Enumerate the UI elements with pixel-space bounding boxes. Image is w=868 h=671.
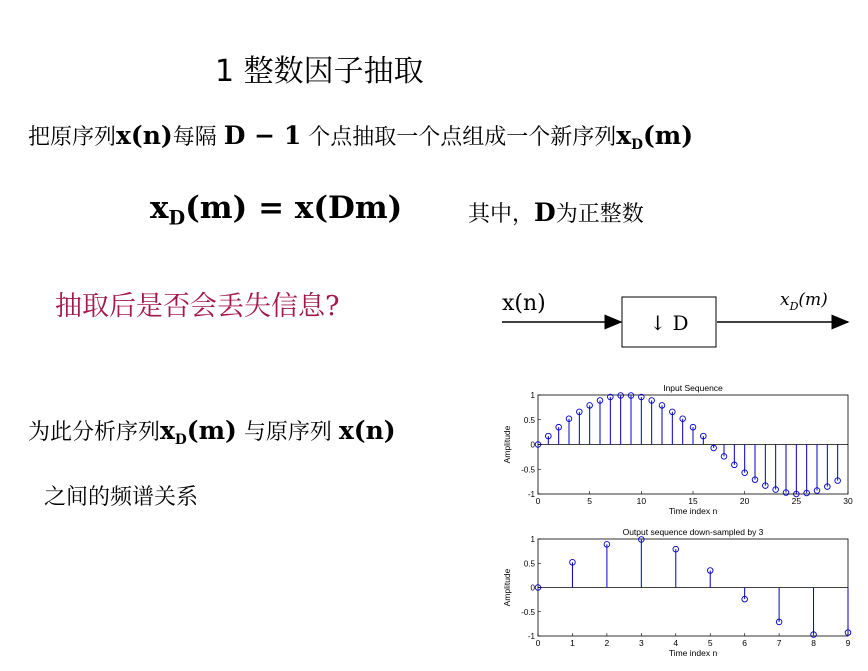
spectrum-line: 之间的频谱关系 (44, 485, 199, 510)
x-d: x (616, 121, 632, 150)
x-tick-label: 3 (638, 638, 644, 648)
definition-line (28, 120, 693, 153)
note-pre: 其中， (468, 202, 535, 227)
x-axis-label: Time index n (668, 648, 718, 658)
x-d-arg: (m) (642, 121, 694, 150)
text-mid: 与原序列 (236, 420, 339, 445)
block-output-label (780, 290, 828, 313)
equation-note (468, 197, 644, 228)
y-tick-label: 0 (530, 583, 535, 593)
x-d: x (160, 416, 175, 445)
out-arg: (m) (798, 290, 828, 310)
downsampler-label: ↓ D (649, 311, 689, 335)
eq-rhs: = x(Dm) (247, 190, 403, 226)
text-pre: 把原序列 (28, 125, 117, 150)
y-tick-label: 1 (530, 391, 535, 400)
y-tick-label: -1 (527, 490, 535, 499)
x-tick-label: 15 (688, 496, 698, 506)
y-tick-label: -0.5 (521, 607, 535, 617)
y-tick-label: -0.5 (521, 465, 535, 475)
x-tick-label: 5 (587, 496, 593, 506)
text-mid2: 个点抽取一个点组成一个新序列 (301, 125, 617, 150)
x-tick-label: 7 (776, 638, 782, 648)
x-tick-label: 9 (845, 638, 851, 648)
x-d-subscript: D (174, 431, 187, 448)
x-tick-label: 30 (843, 496, 853, 506)
note-d: D (534, 198, 556, 227)
y-tick-label: 1 (530, 535, 535, 544)
text-mid1: 每隔 (172, 125, 217, 150)
x-tick-label: 10 (636, 496, 647, 506)
eq-subscript: D (168, 206, 186, 230)
x-d-subscript: D (631, 136, 643, 153)
input-sequence-chart (500, 375, 860, 523)
text-pre: 为此分析序列 (28, 420, 161, 445)
chart-title: Input Sequence (663, 383, 723, 393)
x-tick-label: 0 (535, 638, 541, 648)
question-text: 抽取后是否会丢失信息? (55, 291, 340, 322)
x-tick-label: 8 (811, 638, 816, 648)
x-axis-label: Time index n (668, 506, 718, 516)
y-axis-label: Amplitude (502, 568, 512, 607)
x-n: x(n) (338, 416, 396, 445)
eq-lhs: x (150, 190, 169, 226)
x-tick-label: 6 (742, 638, 748, 648)
note-post: 为正整数 (555, 202, 644, 227)
x-tick-label: 2 (604, 638, 610, 648)
out-sub: D (789, 300, 799, 313)
x-n: x(n) (116, 121, 173, 150)
x-d-arg: (m) (186, 416, 237, 445)
x-tick-label: 20 (739, 496, 750, 506)
block-diagram (490, 280, 860, 355)
chart-title: Output sequence down-sampled by 3 (622, 527, 764, 537)
block-input-label: x(n) (502, 291, 546, 316)
page-title: 1 整数因子抽取 (215, 54, 424, 89)
analysis-line (28, 415, 396, 448)
x-tick-label: 4 (673, 638, 679, 648)
y-tick-label: 0 (530, 440, 535, 450)
y-axis-label: Amplitude (502, 425, 512, 464)
y-tick-label: 0.5 (523, 559, 535, 569)
y-tick-label: -1 (527, 632, 535, 641)
out-x: x (780, 290, 790, 310)
d-minus-1: D − 1 (223, 121, 302, 150)
x-tick-label: 5 (707, 638, 713, 648)
x-tick-label: 0 (535, 496, 541, 506)
x-tick-label: 25 (791, 496, 802, 506)
downsampled-sequence-chart (500, 518, 860, 670)
x-tick-label: 1 (570, 638, 575, 648)
decimation-equation (150, 190, 402, 230)
y-tick-label: 0.5 (523, 415, 535, 425)
eq-arg: (m) (185, 190, 248, 226)
